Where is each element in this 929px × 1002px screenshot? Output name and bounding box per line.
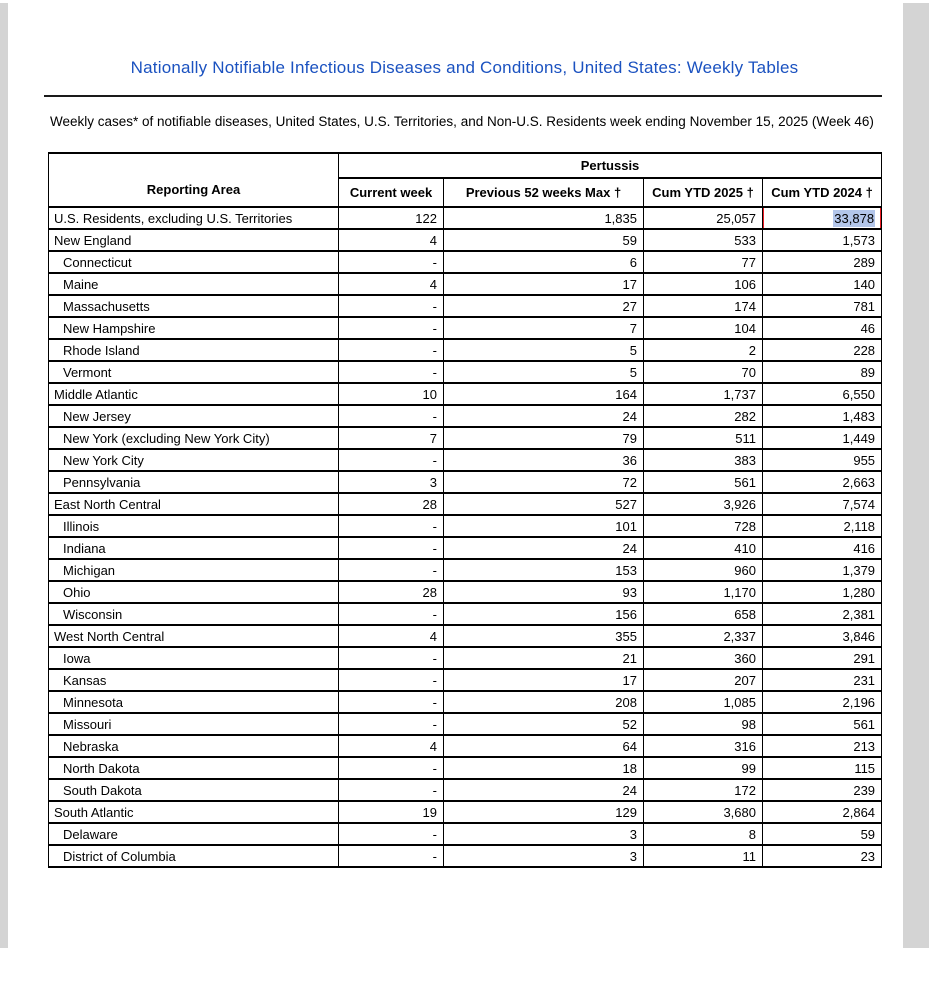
reporting-area-cell: North Dakota [49, 757, 339, 779]
reporting-area-cell: Maine [49, 273, 339, 295]
previous-52-weeks-max-cell: 64 [444, 735, 644, 757]
reporting-area-cell: Delaware [49, 823, 339, 845]
column-header-previous-52-weeks-max: Previous 52 weeks Max † [444, 178, 644, 207]
cum-ytd-2025-cell: 383 [644, 449, 763, 471]
cum-ytd-2024-cell: 1,483 [763, 405, 882, 427]
reporting-area-cell: Connecticut [49, 251, 339, 273]
selected-highlighted-value[interactable]: 33,878 [834, 210, 875, 226]
cum-ytd-2024-cell: 1,573 [763, 229, 882, 251]
previous-52-weeks-max-cell: 93 [444, 581, 644, 603]
reporting-area-cell: South Atlantic [49, 801, 339, 823]
previous-52-weeks-max-cell: 101 [444, 515, 644, 537]
cum-ytd-2025-cell: 174 [644, 295, 763, 317]
cum-ytd-2024-cell: 140 [763, 273, 882, 295]
cum-ytd-2025-cell: 533 [644, 229, 763, 251]
cum-ytd-2025-cell: 316 [644, 735, 763, 757]
cum-ytd-2025-cell: 3,680 [644, 801, 763, 823]
current-week-cell: - [339, 251, 444, 273]
cum-ytd-2024-cell: 23 [763, 845, 882, 867]
previous-52-weeks-max-cell: 52 [444, 713, 644, 735]
table-row [49, 823, 882, 845]
table-row [49, 581, 882, 603]
reporting-area-cell: Rhode Island [49, 339, 339, 361]
reporting-area-cell: Middle Atlantic [49, 383, 339, 405]
cum-ytd-2024-cell: 2,118 [763, 515, 882, 537]
current-week-cell: 4 [339, 229, 444, 251]
current-week-cell: 28 [339, 493, 444, 515]
document-page [8, 0, 903, 868]
cum-ytd-2025-cell: 3,926 [644, 493, 763, 515]
reporting-area-cell: Missouri [49, 713, 339, 735]
table-row [49, 471, 882, 493]
previous-52-weeks-max-cell: 208 [444, 691, 644, 713]
current-week-cell: - [339, 845, 444, 867]
cum-ytd-2024-cell: 2,663 [763, 471, 882, 493]
table-row [49, 449, 882, 471]
cum-ytd-2025-cell: 2,337 [644, 625, 763, 647]
cum-ytd-2024-cell: 1,280 [763, 581, 882, 603]
table-row [49, 691, 882, 713]
previous-52-weeks-max-cell: 164 [444, 383, 644, 405]
reporting-area-cell: District of Columbia [49, 845, 339, 867]
table-row [49, 647, 882, 669]
cum-ytd-2024-cell: 231 [763, 669, 882, 691]
previous-52-weeks-max-cell: 17 [444, 669, 644, 691]
reporting-area-cell: Iowa [49, 647, 339, 669]
previous-52-weeks-max-cell: 21 [444, 647, 644, 669]
table-row [49, 559, 882, 581]
previous-52-weeks-max-cell: 24 [444, 537, 644, 559]
reporting-area-cell: Wisconsin [49, 603, 339, 625]
previous-52-weeks-max-cell: 27 [444, 295, 644, 317]
cum-ytd-2024-cell: 3,846 [763, 625, 882, 647]
column-header-cum-ytd-2024: Cum YTD 2024 † [763, 178, 882, 207]
table-row [49, 757, 882, 779]
current-week-cell: - [339, 669, 444, 691]
reporting-area-cell: New Jersey [49, 405, 339, 427]
cum-ytd-2024-cell: 239 [763, 779, 882, 801]
previous-52-weeks-max-cell: 1,835 [444, 207, 644, 229]
previous-52-weeks-max-cell: 129 [444, 801, 644, 823]
cum-ytd-2025-cell: 1,737 [644, 383, 763, 405]
cum-ytd-2025-cell: 360 [644, 647, 763, 669]
cum-ytd-2024-cell: 289 [763, 251, 882, 273]
current-week-cell: 4 [339, 735, 444, 757]
cum-ytd-2025-cell: 728 [644, 515, 763, 537]
previous-52-weeks-max-cell: 24 [444, 405, 644, 427]
table-row [49, 779, 882, 801]
table-row [49, 251, 882, 273]
cum-ytd-2025-cell: 11 [644, 845, 763, 867]
previous-52-weeks-max-cell: 18 [444, 757, 644, 779]
cum-ytd-2024-cell: 1,449 [763, 427, 882, 449]
reporting-area-cell: New Hampshire [49, 317, 339, 339]
previous-52-weeks-max-cell: 153 [444, 559, 644, 581]
previous-52-weeks-max-cell: 156 [444, 603, 644, 625]
reporting-area-cell: New York (excluding New York City) [49, 427, 339, 449]
previous-52-weeks-max-cell: 17 [444, 273, 644, 295]
page-margin-left [0, 3, 8, 948]
cum-ytd-2024-cell: 2,381 [763, 603, 882, 625]
column-header-current-week: Current week [339, 178, 444, 207]
title-divider [44, 95, 882, 97]
cum-ytd-2025-cell: 410 [644, 537, 763, 559]
reporting-area-cell: Ohio [49, 581, 339, 603]
cum-ytd-2024-cell: 7,574 [763, 493, 882, 515]
table-row [49, 383, 882, 405]
previous-52-weeks-max-cell: 36 [444, 449, 644, 471]
current-week-cell: - [339, 757, 444, 779]
previous-52-weeks-max-cell: 3 [444, 845, 644, 867]
current-week-cell: - [339, 317, 444, 339]
current-week-cell: - [339, 361, 444, 383]
current-week-cell: - [339, 647, 444, 669]
disease-group-header: Pertussis [339, 153, 882, 178]
previous-52-weeks-max-cell: 527 [444, 493, 644, 515]
current-week-cell: - [339, 295, 444, 317]
reporting-area-cell: South Dakota [49, 779, 339, 801]
cum-ytd-2025-cell: 8 [644, 823, 763, 845]
current-week-cell: 4 [339, 625, 444, 647]
previous-52-weeks-max-cell: 72 [444, 471, 644, 493]
reporting-area-cell: Indiana [49, 537, 339, 559]
reporting-area-cell: Nebraska [49, 735, 339, 757]
cum-ytd-2025-cell: 70 [644, 361, 763, 383]
column-header-cum-ytd-2025: Cum YTD 2025 † [644, 178, 763, 207]
current-week-cell: 10 [339, 383, 444, 405]
cum-ytd-2025-cell: 106 [644, 273, 763, 295]
current-week-cell: - [339, 515, 444, 537]
reporting-area-cell: Pennsylvania [49, 471, 339, 493]
cum-ytd-2024-cell: 2,196 [763, 691, 882, 713]
cum-ytd-2024-cell: 213 [763, 735, 882, 757]
cum-ytd-2024-cell: 89 [763, 361, 882, 383]
previous-52-weeks-max-cell: 3 [444, 823, 644, 845]
cum-ytd-2025-cell: 99 [644, 757, 763, 779]
cum-ytd-2024-cell: 1,379 [763, 559, 882, 581]
current-week-cell: 28 [339, 581, 444, 603]
table-row [49, 295, 882, 317]
current-week-cell: - [339, 537, 444, 559]
cum-ytd-2025-cell: 207 [644, 669, 763, 691]
cum-ytd-2024-cell: 46 [763, 317, 882, 339]
cum-ytd-2024-cell: 561 [763, 713, 882, 735]
current-week-cell: - [339, 823, 444, 845]
cum-ytd-2025-cell: 172 [644, 779, 763, 801]
page-title: Nationally Notifiable Infectious Diseases and Conditions, United States: Weekly Tables [130, 58, 799, 77]
reporting-area-cell: West North Central [49, 625, 339, 647]
table-row [49, 273, 882, 295]
disease-group-header-row [49, 153, 882, 178]
cum-ytd-2025-cell: 1,085 [644, 691, 763, 713]
reporting-area-cell: Massachusetts [49, 295, 339, 317]
table-row [49, 845, 882, 867]
cum-ytd-2024-cell: 59 [763, 823, 882, 845]
cum-ytd-2025-cell: 98 [644, 713, 763, 735]
previous-52-weeks-max-cell: 7 [444, 317, 644, 339]
previous-52-weeks-max-cell: 5 [444, 361, 644, 383]
current-week-cell: 19 [339, 801, 444, 823]
reporting-area-cell: Vermont [49, 361, 339, 383]
table-row [49, 207, 882, 229]
reporting-area-cell: New England [49, 229, 339, 251]
table-row [49, 317, 882, 339]
cum-ytd-2025-cell: 960 [644, 559, 763, 581]
current-week-cell: - [339, 713, 444, 735]
current-week-cell: 122 [339, 207, 444, 229]
table-row [49, 427, 882, 449]
table-row [49, 361, 882, 383]
reporting-area-cell: Kansas [49, 669, 339, 691]
table-caption: Weekly cases* of notifiable diseases, United States, U.S. Territories, and Non-U.S. Residents week ending November 15, 2025 (Week 46) [50, 114, 874, 129]
pertussis-weekly-table [48, 152, 882, 868]
cum-ytd-2024-cell: 416 [763, 537, 882, 559]
cum-ytd-2024-cell: 291 [763, 647, 882, 669]
page-margin-right [903, 3, 929, 948]
cum-ytd-2024-cell-annotated [763, 207, 882, 229]
cum-ytd-2025-cell: 1,170 [644, 581, 763, 603]
reporting-area-cell: New York City [49, 449, 339, 471]
table-row [49, 801, 882, 823]
previous-52-weeks-max-cell: 79 [444, 427, 644, 449]
cum-ytd-2025-cell: 25,057 [644, 207, 763, 229]
reporting-area-cell: Michigan [49, 559, 339, 581]
previous-52-weeks-max-cell: 5 [444, 339, 644, 361]
cum-ytd-2024-cell: 6,550 [763, 383, 882, 405]
previous-52-weeks-max-cell: 355 [444, 625, 644, 647]
cum-ytd-2025-cell: 561 [644, 471, 763, 493]
cum-ytd-2024-cell: 2,864 [763, 801, 882, 823]
current-week-cell: - [339, 559, 444, 581]
current-week-cell: - [339, 779, 444, 801]
cum-ytd-2025-cell: 2 [644, 339, 763, 361]
current-week-cell: - [339, 449, 444, 471]
cum-ytd-2025-cell: 104 [644, 317, 763, 339]
reporting-area-cell: Minnesota [49, 691, 339, 713]
reporting-area-cell: East North Central [49, 493, 339, 515]
cum-ytd-2024-cell: 115 [763, 757, 882, 779]
table-row [49, 603, 882, 625]
column-header-reporting-area: Reporting Area [49, 153, 339, 207]
current-week-cell: 7 [339, 427, 444, 449]
current-week-cell: - [339, 405, 444, 427]
cum-ytd-2024-cell: 955 [763, 449, 882, 471]
current-week-cell: 4 [339, 273, 444, 295]
table-row [49, 339, 882, 361]
cum-ytd-2025-cell: 282 [644, 405, 763, 427]
previous-52-weeks-max-cell: 24 [444, 779, 644, 801]
table-row [49, 405, 882, 427]
cum-ytd-2025-cell: 658 [644, 603, 763, 625]
current-week-cell: - [339, 339, 444, 361]
cum-ytd-2024-cell: 228 [763, 339, 882, 361]
current-week-cell: - [339, 691, 444, 713]
cum-ytd-2024-cell: 781 [763, 295, 882, 317]
table-row [49, 735, 882, 757]
table-row [49, 713, 882, 735]
table-row [49, 625, 882, 647]
table-row [49, 493, 882, 515]
cum-ytd-2025-cell: 77 [644, 251, 763, 273]
table-row [49, 515, 882, 537]
reporting-area-cell: U.S. Residents, excluding U.S. Territories [49, 207, 339, 229]
table-row [49, 537, 882, 559]
reporting-area-cell: Illinois [49, 515, 339, 537]
previous-52-weeks-max-cell: 59 [444, 229, 644, 251]
current-week-cell: - [339, 603, 444, 625]
cum-ytd-2025-cell: 511 [644, 427, 763, 449]
previous-52-weeks-max-cell: 6 [444, 251, 644, 273]
table-row [49, 669, 882, 691]
table-row [49, 229, 882, 251]
current-week-cell: 3 [339, 471, 444, 493]
